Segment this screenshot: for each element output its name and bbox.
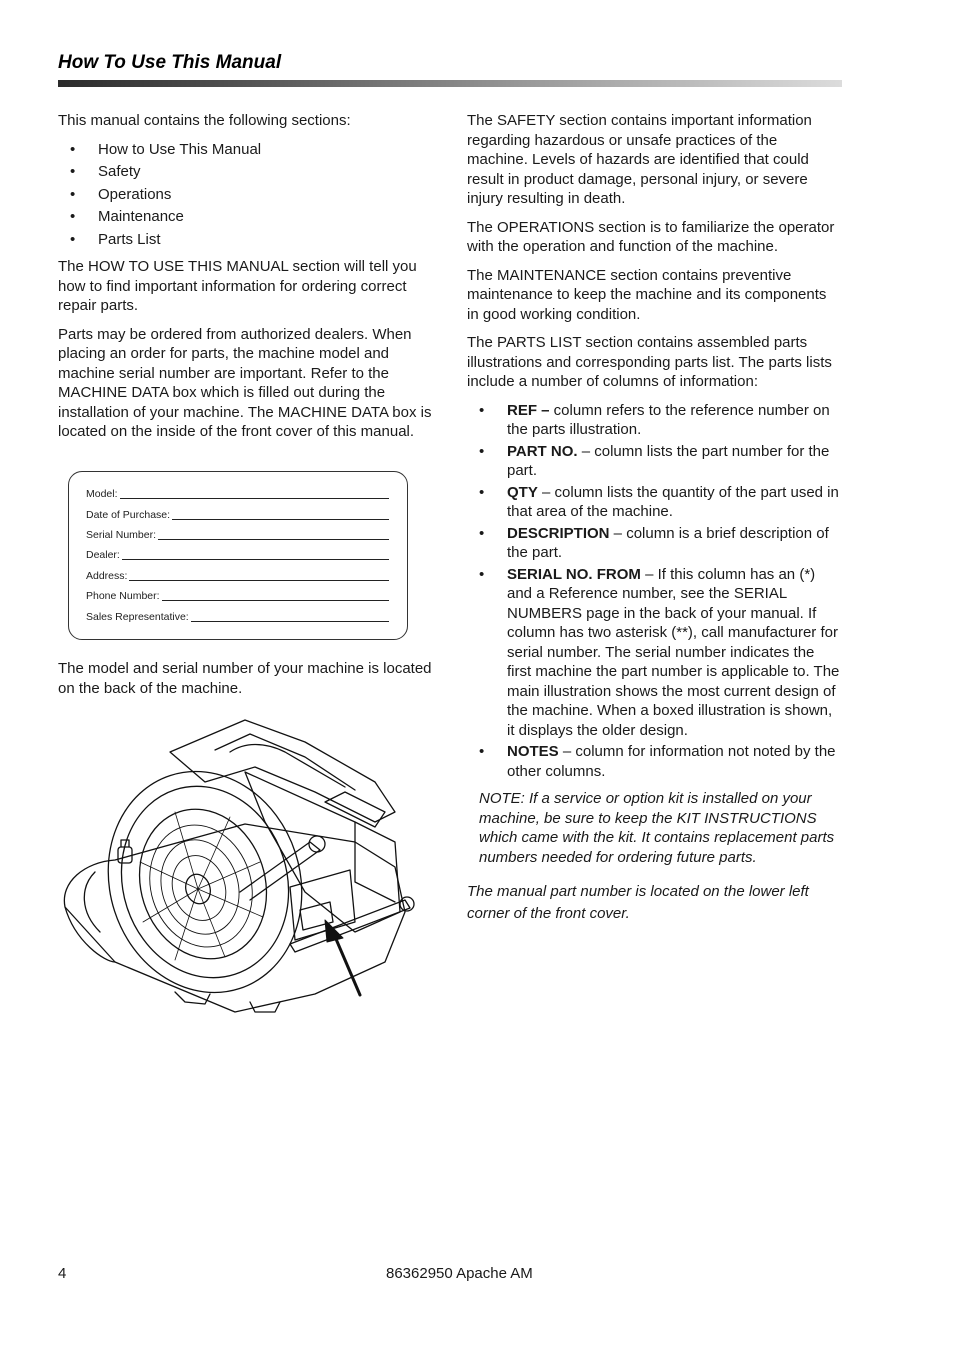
air-mover-illustration [55, 712, 425, 1022]
dealer-field [86, 547, 389, 561]
page-number: 4 [58, 1265, 67, 1282]
field-label: Model: [86, 488, 118, 500]
part-number-note: The manual part number is located on the lower left corner of the front cover. [467, 883, 809, 922]
field-label: Phone Number: [86, 590, 160, 602]
field-line [120, 498, 389, 499]
document-id: 86362950 Apache AM [386, 1265, 533, 1282]
columns-list [467, 401, 842, 782]
address-field [86, 568, 389, 582]
title-rule [58, 80, 842, 87]
list-item: • Operations [58, 185, 433, 205]
column-desc: – If this column has an (*) and a Reference number, see the SERIAL NUMBERS page in the back of your manual. If column has two asterisk (**), call manufacturer for serial number. The serial number indicates the first machine the part number is applicable to. The main illustration shows the most current design of the machine. When a boxed illustration is shown, it displays the older design. [507, 565, 840, 739]
field-label: Dealer: [86, 549, 120, 561]
serial-number-field [86, 527, 389, 541]
intro-text: This manual contains the following sections: [58, 112, 351, 129]
list-item [467, 524, 842, 563]
column-term: NOTES [507, 743, 559, 760]
list-item: • Maintenance [58, 207, 433, 227]
model-field [86, 486, 389, 500]
sales-representative-field [86, 609, 389, 623]
field-label: Sales Representative: [86, 611, 189, 623]
list-item: • Safety [58, 162, 433, 182]
list-item: • How to Use This Manual [58, 140, 433, 160]
maintenance-text: The MAINTENANCE section contains preventive maintenance to keep the machine and its components in good working condition. [467, 266, 827, 323]
column-desc: – column lists the part number for the part. [507, 442, 830, 479]
column-term: SERIAL NO. FROM [507, 565, 641, 583]
list-item [467, 401, 842, 440]
operations-text: The OPERATIONS section is to familiarize the operator with the operation and function of the machine. [467, 218, 835, 255]
date-of-purchase-field [86, 507, 389, 521]
kit-note: NOTE: If a service or option kit is installed on your machine, be sure to keep the KIT INSTRUCTIONS which came with the kit. It contains replacement parts numbers needed for ordering future parts. [479, 790, 835, 866]
field-line [172, 519, 389, 520]
column-term: DESCRIPTION [507, 524, 610, 542]
column-term: QTY [507, 483, 538, 501]
phone-number-field [86, 588, 389, 602]
field-label: Serial Number: [86, 529, 157, 541]
sections-list [58, 140, 433, 250]
field-line [129, 580, 389, 581]
column-term: REF – [507, 401, 550, 419]
list-item [467, 565, 842, 741]
column-desc: – column for information not noted by the other columns. [507, 743, 836, 780]
list-item [467, 742, 842, 781]
right-column [467, 111, 842, 934]
serial-location-block [58, 659, 433, 707]
left-column [58, 111, 433, 451]
column-term: PART NO. [507, 442, 578, 460]
column-desc: – column lists the quantity of the part used in that area of the machine. [507, 483, 839, 520]
list-item: • Parts List [58, 230, 433, 250]
serial-location-text: The model and serial number of your machine is located on the back of the machine. [58, 660, 432, 697]
field-line [162, 600, 389, 601]
parts-list-text: The PARTS LIST section contains assembled parts illustrations and corresponding parts list. The parts lists include a number of columns of information: [467, 334, 832, 390]
field-line [191, 621, 389, 622]
column-desc: – column is a brief description of the part. [507, 524, 829, 561]
page-title: How To Use This Manual [58, 52, 282, 73]
safety-text: The SAFETY section contains important information regarding hazardous or unsafe practices of the machine. Levels of hazards are identified that could result in product damage, personal injury, or severe injury resulting in death. [467, 112, 812, 207]
how-to-use-text: The HOW TO USE THIS MANUAL section will tell you how to find important information for ordering correct repair parts. [58, 258, 417, 314]
field-line [158, 539, 389, 540]
machine-data-box [68, 471, 408, 640]
list-item [467, 442, 842, 481]
field-line [122, 559, 389, 560]
column-desc: column refers to the reference number on the parts illustration. [507, 401, 830, 438]
list-item [467, 483, 842, 522]
ordering-text: Parts may be ordered from authorized dealers. When placing an order for parts, the machine model and machine serial number are important. Refer to the MACHINE DATA box which is filled out during the installation of your machine. The MACHINE DATA box is located on the inside of the front cover of this manual. [58, 325, 432, 440]
field-label: Address: [86, 570, 128, 582]
field-label: Date of Purchase: [86, 509, 171, 521]
